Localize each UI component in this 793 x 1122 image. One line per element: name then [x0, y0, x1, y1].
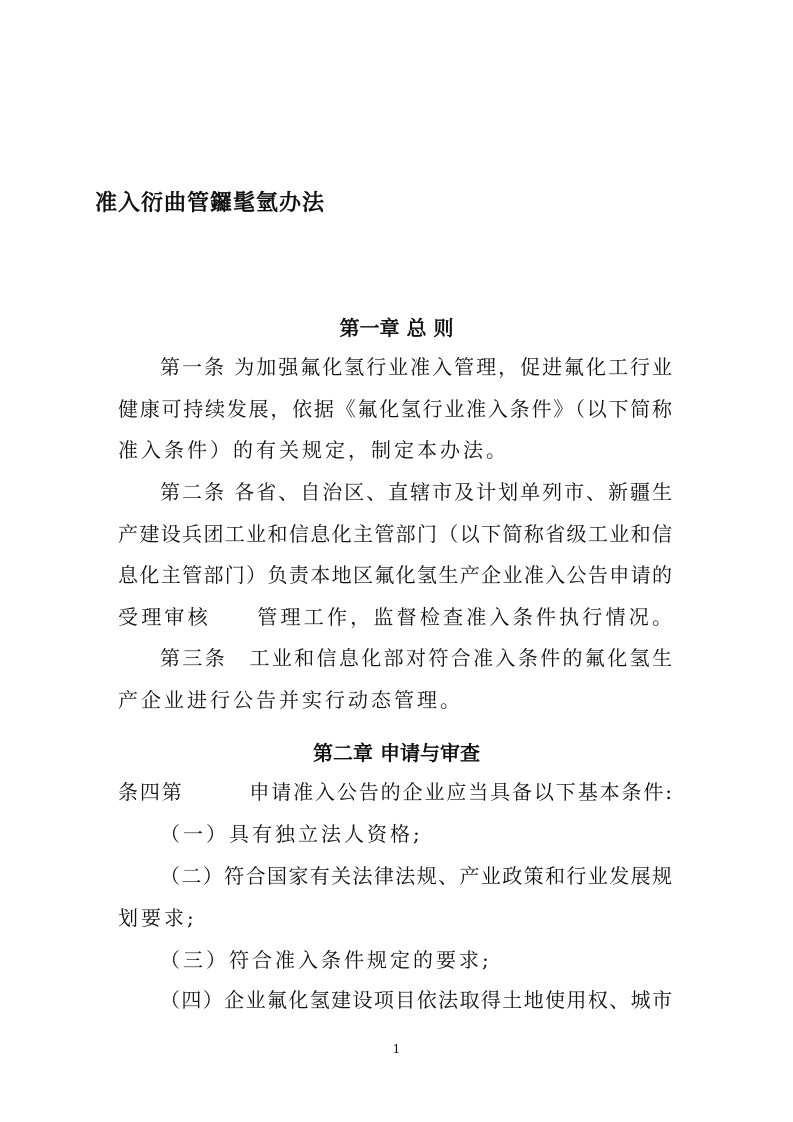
- paragraph-line: 准入条件）的有关规定，制定本办法。: [118, 438, 509, 462]
- paragraph-line: 产企业进行公告并实行动态管理。: [118, 688, 463, 712]
- paragraph-line: 健康可持续发展，依据《氟化氢行业准入条件》（以下简称: [118, 397, 672, 421]
- paragraph-line: 第三条 工业和信息化部对符合准入条件的氟化氢生: [160, 646, 672, 670]
- paragraph-line: （三）符合准入条件规定的要求;: [160, 948, 492, 972]
- paragraph-line: 息化主管部门）负责本地区氟化氢生产企业准入公告申请的: [118, 563, 672, 587]
- paragraph-line: （二）符合国家有关法律法规、产业政策和行业发展规: [160, 864, 672, 888]
- chapter-heading: 第二章 申请与审查: [313, 741, 480, 765]
- paragraph-line: （四）企业氟化氢建设项目依法取得土地使用权、城市: [160, 988, 672, 1012]
- document-title: 准入衍曲管鑼髦氫办法: [95, 191, 326, 216]
- paragraph-line: 第二条 各省、自治区、直辖市及计划单列市、新疆生: [160, 480, 672, 504]
- paragraph-line: 产建设兵团工业和信息化主管部门（以下简称省级工业和信: [118, 522, 672, 546]
- paragraph-line: （一）具有独立法人资格;: [160, 822, 423, 846]
- page-number: 1: [392, 1042, 401, 1056]
- paragraph-line: 受理审核 管理工作，监督检查准入条件执行情况。: [118, 605, 672, 629]
- paragraph-line: 第一条 为加强氟化氢行业准入管理，促进氟化工行业: [160, 355, 672, 379]
- chapter-heading: 第一章 总 则: [339, 316, 454, 340]
- paragraph-line: 条四第 申请准入公告的企业应当具备以下基本条件:: [118, 780, 672, 804]
- paragraph-line: 划要求;: [118, 906, 197, 930]
